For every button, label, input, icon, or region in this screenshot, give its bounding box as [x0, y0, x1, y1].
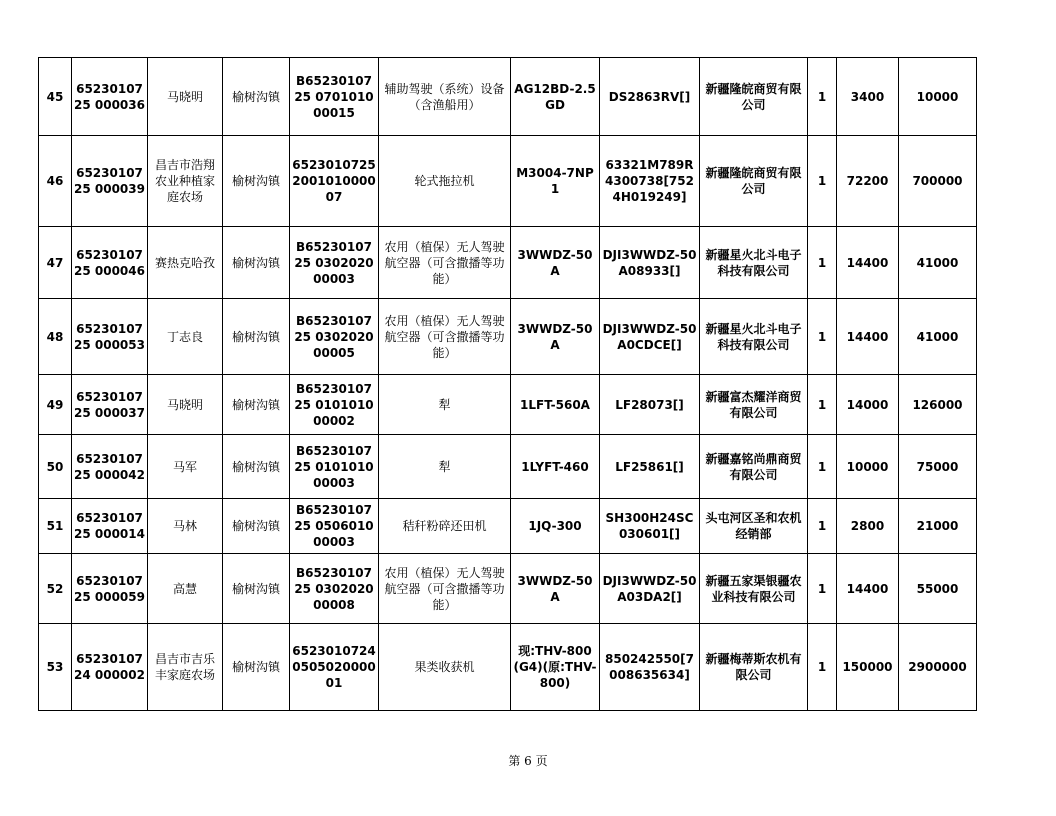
dealer-name-cell: 新疆富杰耀洋商贸有限公司 [700, 375, 808, 435]
row-number-cell: 49 [39, 375, 72, 435]
model-number-cell: 3WWDZ-50A [511, 299, 600, 375]
registration-number-cell: 6523010725 000014 [72, 499, 148, 554]
equipment-code-cell: B6523010725 030202000003 [290, 227, 379, 299]
model-number-cell: 1JQ-300 [511, 499, 600, 554]
subsidy-amount-cell: 10000 [837, 435, 899, 499]
dealer-name-cell: 新疆星火北斗电子科技有限公司 [700, 299, 808, 375]
table-row [39, 375, 977, 435]
sale-price-cell: 700000 [899, 136, 977, 227]
sale-price-cell: 55000 [899, 554, 977, 624]
quantity-cell: 1 [808, 299, 837, 375]
page-number: 第 6 页 [508, 754, 548, 768]
town-cell: 榆树沟镇 [223, 227, 290, 299]
registration-number-cell: 6523010725 000042 [72, 435, 148, 499]
table-row [39, 499, 977, 554]
dealer-name-cell: 新疆五家渠银疆农业科技有限公司 [700, 554, 808, 624]
row-number-cell: 51 [39, 499, 72, 554]
subsidy-amount-cell: 3400 [837, 58, 899, 136]
table-row [39, 58, 977, 136]
equipment-item-cell: 秸秆粉碎还田机 [379, 499, 511, 554]
row-number-cell: 46 [39, 136, 72, 227]
town-cell: 榆树沟镇 [223, 499, 290, 554]
equipment-item-cell: 农用（植保）无人驾驶航空器（可含撒播等功能） [379, 554, 511, 624]
equipment-code-cell: B6523010725 050601000003 [290, 499, 379, 554]
quantity-cell: 1 [808, 435, 837, 499]
model-number-cell: 1LFT-560A [511, 375, 600, 435]
dealer-name-cell: 头屯河区圣和农机经销部 [700, 499, 808, 554]
row-number-cell: 50 [39, 435, 72, 499]
serial-number-cell: DJI3WWDZ-50A08933[] [600, 227, 700, 299]
town-cell: 榆树沟镇 [223, 554, 290, 624]
equipment-item-cell: 农用（植保）无人驾驶航空器（可含撒播等功能） [379, 227, 511, 299]
equipment-item-cell: 轮式拖拉机 [379, 136, 511, 227]
registration-number-cell: 6523010725 000053 [72, 299, 148, 375]
buyer-name-cell: 马晓明 [148, 58, 223, 136]
model-number-cell: 3WWDZ-50A [511, 554, 600, 624]
equipment-code-cell: B6523010725 010101000003 [290, 435, 379, 499]
subsidy-amount-cell: 14400 [837, 299, 899, 375]
equipment-code-cell: B6523010725 030202000005 [290, 299, 379, 375]
table-row [39, 435, 977, 499]
model-number-cell: AG12BD-2.5GD [511, 58, 600, 136]
quantity-cell: 1 [808, 499, 837, 554]
equipment-code-cell: 6523010724050502000001 [290, 624, 379, 711]
equipment-item-cell: 果类收获机 [379, 624, 511, 711]
town-cell: 榆树沟镇 [223, 435, 290, 499]
dealer-name-cell: 新疆梅蒂斯农机有限公司 [700, 624, 808, 711]
equipment-item-cell: 犁 [379, 375, 511, 435]
buyer-name-cell: 马林 [148, 499, 223, 554]
serial-number-cell: DJI3WWDZ-50A0CDCE[] [600, 299, 700, 375]
model-number-cell: 现:THV-800(G4)(原:THV-800) [511, 624, 600, 711]
town-cell: 榆树沟镇 [223, 136, 290, 227]
serial-number-cell: 63321M789R4300738[7524H019249] [600, 136, 700, 227]
table-row [39, 299, 977, 375]
row-number-cell: 47 [39, 227, 72, 299]
buyer-name-cell: 马晓明 [148, 375, 223, 435]
buyer-name-cell: 丁志良 [148, 299, 223, 375]
serial-number-cell: SH300H24SC030601[] [600, 499, 700, 554]
row-number-cell: 48 [39, 299, 72, 375]
town-cell: 榆树沟镇 [223, 58, 290, 136]
sale-price-cell: 126000 [899, 375, 977, 435]
buyer-name-cell: 昌吉市吉乐丰家庭农场 [148, 624, 223, 711]
registration-number-cell: 6523010725 000059 [72, 554, 148, 624]
model-number-cell: 1LYFT-460 [511, 435, 600, 499]
dealer-name-cell: 新疆隆皖商贸有限公司 [700, 58, 808, 136]
table-row [39, 136, 977, 227]
quantity-cell: 1 [808, 58, 837, 136]
dealer-name-cell: 新疆星火北斗电子科技有限公司 [700, 227, 808, 299]
town-cell: 榆树沟镇 [223, 624, 290, 711]
equipment-code-cell: B6523010725 030202000008 [290, 554, 379, 624]
subsidy-amount-cell: 14400 [837, 227, 899, 299]
equipment-code-cell: B6523010725 070101000015 [290, 58, 379, 136]
buyer-name-cell: 马军 [148, 435, 223, 499]
table-row [39, 624, 977, 711]
table-row [39, 227, 977, 299]
sale-price-cell: 75000 [899, 435, 977, 499]
equipment-code-cell: B6523010725 010101000002 [290, 375, 379, 435]
table-row [39, 554, 977, 624]
serial-number-cell: LF28073[] [600, 375, 700, 435]
serial-number-cell: LF25861[] [600, 435, 700, 499]
registration-number-cell: 6523010725 000046 [72, 227, 148, 299]
quantity-cell: 1 [808, 375, 837, 435]
model-number-cell: 3WWDZ-50A [511, 227, 600, 299]
sale-price-cell: 41000 [899, 299, 977, 375]
serial-number-cell: DJI3WWDZ-50A03DA2[] [600, 554, 700, 624]
registration-number-cell: 6523010724 000002 [72, 624, 148, 711]
sale-price-cell: 2900000 [899, 624, 977, 711]
subsidy-amount-cell: 14000 [837, 375, 899, 435]
dealer-name-cell: 新疆嘉铭尚鼎商贸有限公司 [700, 435, 808, 499]
sale-price-cell: 10000 [899, 58, 977, 136]
sale-price-cell: 21000 [899, 499, 977, 554]
buyer-name-cell: 赛热克哈孜 [148, 227, 223, 299]
equipment-item-cell: 辅助驾驶（系统）设备（含渔船用） [379, 58, 511, 136]
quantity-cell: 1 [808, 227, 837, 299]
row-number-cell: 53 [39, 624, 72, 711]
quantity-cell: 1 [808, 554, 837, 624]
serial-number-cell: DS2863RV[] [600, 58, 700, 136]
quantity-cell: 1 [808, 624, 837, 711]
registration-number-cell: 6523010725 000037 [72, 375, 148, 435]
dealer-name-cell: 新疆隆皖商贸有限公司 [700, 136, 808, 227]
registration-number-cell: 6523010725 000039 [72, 136, 148, 227]
sale-price-cell: 41000 [899, 227, 977, 299]
subsidy-amount-cell: 14400 [837, 554, 899, 624]
equipment-item-cell: 犁 [379, 435, 511, 499]
machinery-subsidy-table [38, 57, 977, 711]
serial-number-cell: 850242550[7008635634] [600, 624, 700, 711]
quantity-cell: 1 [808, 136, 837, 227]
registration-number-cell: 6523010725 000036 [72, 58, 148, 136]
buyer-name-cell: 高慧 [148, 554, 223, 624]
model-number-cell: M3004-7NP1 [511, 136, 600, 227]
equipment-item-cell: 农用（植保）无人驾驶航空器（可含撒播等功能） [379, 299, 511, 375]
subsidy-amount-cell: 72200 [837, 136, 899, 227]
town-cell: 榆树沟镇 [223, 375, 290, 435]
buyer-name-cell: 昌吉市浩翔农业种植家庭农场 [148, 136, 223, 227]
town-cell: 榆树沟镇 [223, 299, 290, 375]
row-number-cell: 52 [39, 554, 72, 624]
subsidy-amount-cell: 150000 [837, 624, 899, 711]
equipment-code-cell: 6523010725200101000007 [290, 136, 379, 227]
row-number-cell: 45 [39, 58, 72, 136]
subsidy-amount-cell: 2800 [837, 499, 899, 554]
